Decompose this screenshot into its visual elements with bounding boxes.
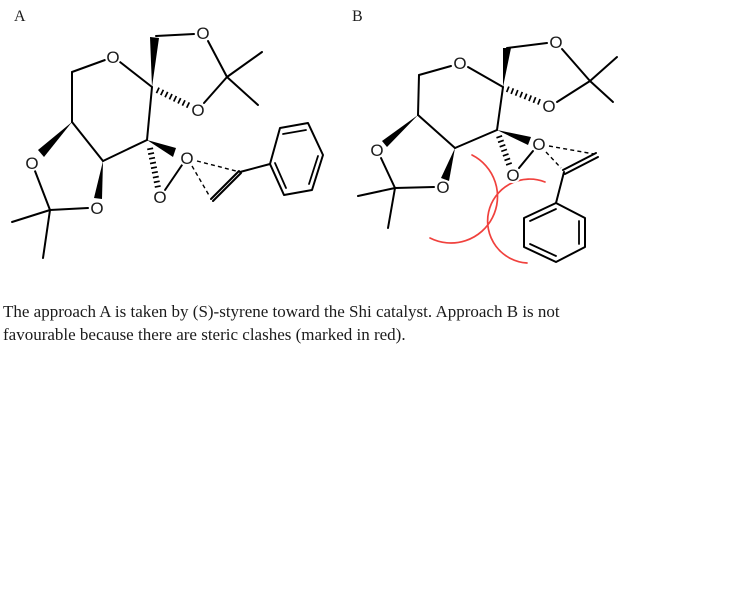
oxygen-atom-label: O [196, 24, 210, 43]
caption-line-2: favourable because there are steric clashes (marked in red). [3, 325, 406, 344]
steric-clash-arc-right [488, 179, 545, 263]
oxygen-atom-label: O [542, 97, 556, 116]
oxygen-atom-label: O [191, 101, 205, 120]
molecule-a-hash-bonds [150, 90, 190, 188]
panel-b-label: B [352, 8, 363, 25]
molecule-b [358, 33, 617, 263]
figure-caption [3, 300, 703, 346]
oxygen-atom-label: O [180, 149, 194, 168]
shi-catalyst-figure [0, 0, 750, 292]
steric-clash-arc-left [430, 155, 498, 243]
molecule-a-atom-labels [25, 24, 209, 218]
caption-line-1: The approach A is taken by (S)-styrene toward the Shi catalyst. Approach B is not [3, 302, 560, 321]
molecule-a-ts-dashed-bonds [192, 161, 236, 197]
oxygen-atom-label: O [549, 33, 563, 52]
oxygen-atom-label: O [532, 135, 546, 154]
oxygen-atom-label: O [106, 48, 120, 67]
oxygen-atom-label: O [436, 178, 450, 197]
oxygen-atom-label: O [453, 54, 467, 73]
oxygen-atom-label: O [506, 166, 520, 185]
molecule-b-hash-bonds [499, 89, 542, 167]
oxygen-atom-label: O [25, 154, 39, 173]
oxygen-atom-label: O [153, 188, 167, 207]
oxygen-atom-label: O [90, 199, 104, 218]
molecule-a [12, 24, 323, 258]
molecule-b-atom-labels [370, 33, 562, 197]
oxygen-atom-label: O [370, 141, 384, 160]
panel-a-label: A [14, 8, 26, 25]
